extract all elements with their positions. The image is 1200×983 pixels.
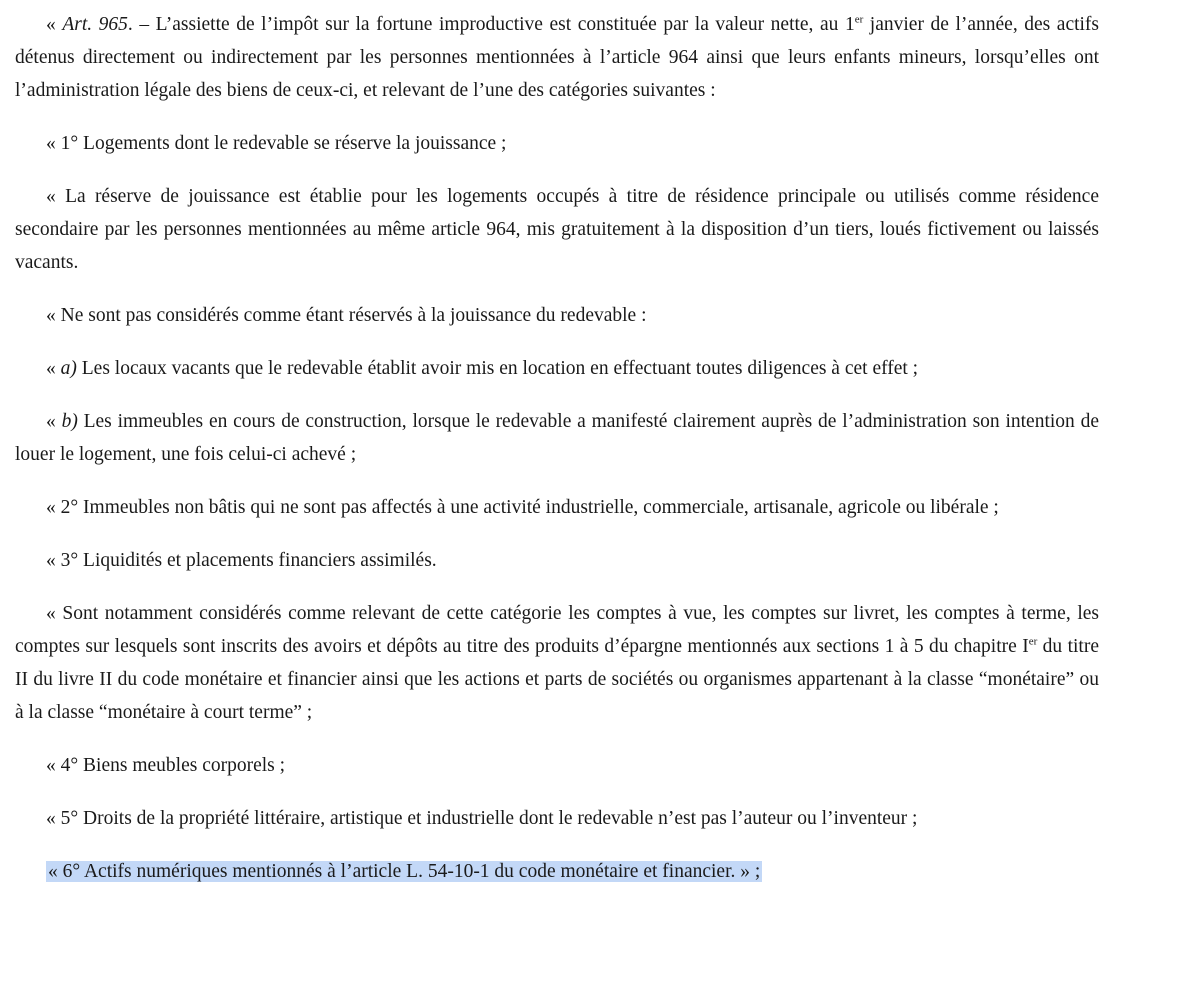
accounts-text-b: du titre II du livre II du code monétaire et financier ainsi que les actions et parts de sociétés ou organismes appartenant à la classe “monétaire” ou à la classe “monétaire à court terme” ; bbox=[15, 636, 1099, 723]
intro-superscript: er bbox=[854, 13, 864, 26]
item-3-liquidities: « 3° Liquidités et placements financiers assimilés. bbox=[46, 550, 437, 571]
item-5-intellectual-property: « 5° Droits de la propriété littéraire, artistique et industrielle dont le redevable n’est pas l’auteur ou l’inventeur ; bbox=[46, 808, 918, 829]
item-b-construction bbox=[15, 405, 1099, 471]
item-a-label: a) bbox=[60, 358, 77, 379]
opening-quote: « bbox=[46, 14, 63, 35]
paragraph-not-reserved: « Ne sont pas considérés comme étant réservés à la jouissance du redevable : bbox=[46, 305, 647, 326]
paragraph-reserve-jouissance: « La réserve de jouissance est établie pour les logements occupés à titre de résidence principale ou utilisés comme résidence secondaire par les personnes mentionnées au même article 964, mis gratuitement à la disposition d’un tiers, loués fictivement ou laissés vacants. bbox=[15, 186, 1099, 273]
article-dash: . – bbox=[127, 14, 156, 35]
accounts-text-a: « Sont notamment considérés comme relevant de cette catégorie les comptes à vue, les comptes sur livret, les comptes à terme, les comptes sur lesquels sont inscrits des avoirs et dépôts au titre des produits d’épargne mentionnés aux sections 1 à 5 du chapitre I bbox=[15, 603, 1099, 657]
accounts-superscript: er bbox=[1028, 635, 1038, 648]
item-b-label: b) bbox=[61, 411, 78, 432]
document-body bbox=[15, 8, 1099, 888]
selected-text-highlight[interactable]: « 6° Actifs numériques mentionnés à l’article L. 54-10-1 du code monétaire et financier. » ; bbox=[48, 861, 761, 882]
intro-text-a: L’assiette de l’impôt sur la fortune improductive est constituée par la valeur nette, au 1 bbox=[155, 14, 855, 35]
item-a-text: Les locaux vacants que le redevable établit avoir mis en location en effectuant toutes diligences à cet effet ; bbox=[76, 358, 919, 379]
item-6-digital-assets bbox=[15, 855, 1099, 888]
article-number: Art. 965 bbox=[62, 14, 128, 35]
item-a-prefix: « bbox=[46, 358, 61, 379]
item-b-prefix: « bbox=[46, 411, 62, 432]
paragraph-accounts bbox=[15, 597, 1099, 729]
item-4-movable-goods: « 4° Biens meubles corporels ; bbox=[46, 755, 286, 776]
intro-text-b: janvier de l’année, des actifs détenus directement ou indirectement par les personnes mentionnées à l’article 964 ainsi que leurs enfants mineurs, lorsqu’elles ont l’administration légale des biens de ceux-ci, et relevant de l’une des catégories suivantes : bbox=[15, 14, 1100, 101]
item-2-unbuilt-property: « 2° Immeubles non bâtis qui ne sont pas affectés à une activité industrielle, commerciale, artisanale, agricole ou libérale ; bbox=[46, 497, 999, 518]
article-965-intro bbox=[15, 8, 1099, 107]
item-1-housing: « 1° Logements dont le redevable se réserve la jouissance ; bbox=[46, 133, 507, 154]
item-b-text: Les immeubles en cours de construction, lorsque le redevable a manifesté clairement auprès de l’administration son intention de louer le logement, une fois celui-ci achevé ; bbox=[15, 411, 1099, 465]
item-a-vacant-premises bbox=[15, 352, 1099, 385]
